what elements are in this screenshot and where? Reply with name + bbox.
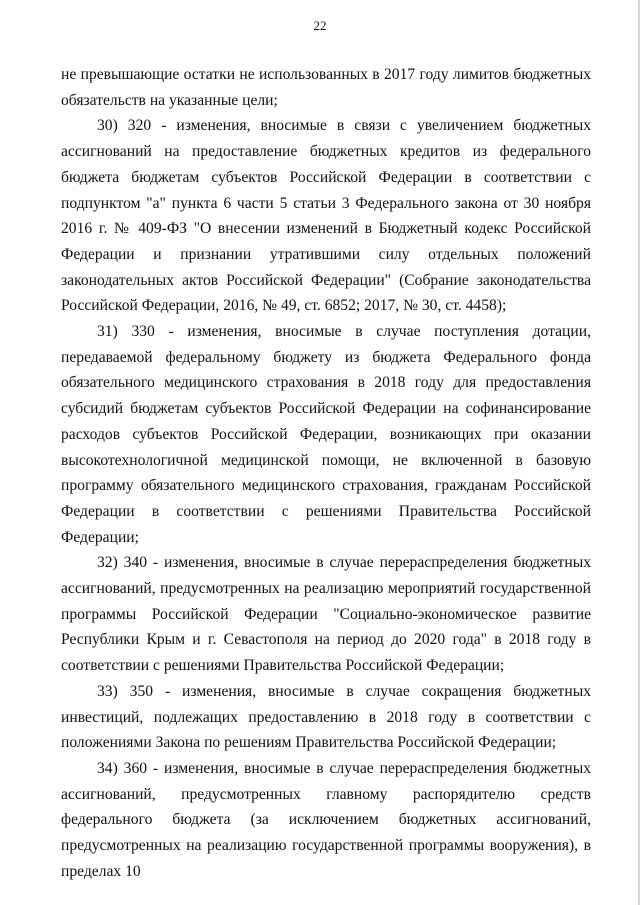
- paragraph-item-32: 32) 340 - изменения, вносимые в случае перераспределения бюджетных ассигнований, предусмотренных на реализацию мероприятий государственной программы Российской Федерации "Социально-экономическое развитие Республики Крым и г. Севастополя на период до 2020 года" в 2018 году в соответствии с решениями Правительства Российской Федерации;: [61, 554, 591, 675]
- page-number: 22: [313, 18, 327, 33]
- paragraph-continuation: не превышающие остатки не использованных в 2017 году лимитов бюджетных обязательств на указанные цели;: [61, 66, 591, 109]
- document-body: [61, 62, 591, 885]
- paragraph-item-30: 30) 320 - изменения, вносимые в связи с увеличением бюджетных ассигнований на предоставление бюджетных кредитов из федерального бюджета бюджетам субъектов Российской Федерации в соответствии с подпунктом "а" пункта 6 части 5 статьи 3 Федерального закона от 30 ноября 2016 г. № 409-ФЗ "О внесении изменений в Бюджетный кодекс Российской Федерации и признании утратившими силу отдельных положений законодательных актов Российской Федерации" (Собрание законодательства Российской Федерации, 2016, № 49, ст. 6852; 2017, № 30, ст. 4458);: [61, 117, 591, 315]
- paragraph-item-33: 33) 350 - изменения, вносимые в случае сокращения бюджетных инвестиций, подлежащих предоставлению в 2018 году в соответствии с положениями Закона по решениям Правительства Российской Федерации;: [61, 682, 591, 752]
- paragraph-item-31: 31) 330 - изменения, вносимые в случае поступления дотации, передаваемой федеральному бюджету из бюджета Федерального фонда обязательного медицинского страхования в 2018 году для предоставления субсидий бюджетам субъектов Российской Федерации на софинансирование расходов субъектов Российской Федерации, возникающих при оказании высокотехнологичной медицинской помощи, не включенной в базовую программу обязательного медицинского страхования, гражданам Российской Федерации в соответствии с решениями Правительства Российской Федерации;: [61, 323, 591, 546]
- paragraph-item-34: 34) 360 - изменения, вносимые в случае перераспределения бюджетных ассигнований, предусмотренных главному распорядителю средств федерального бюджета (за исключением бюджетных ассигнований, предусмотренных на реализацию государственной программы вооружения), в пределах 10: [61, 759, 591, 880]
